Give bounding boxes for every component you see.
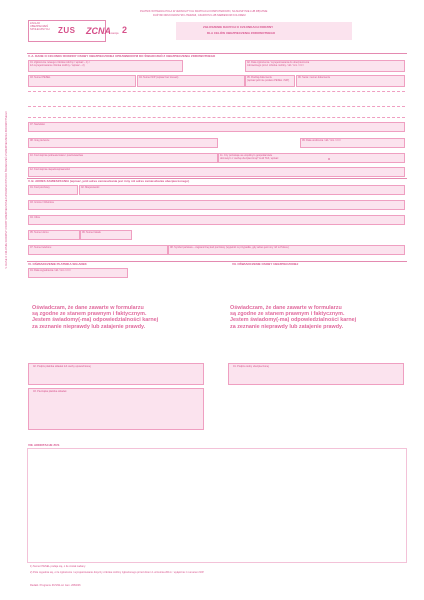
field-5b-06-label: 06. Numer lokalu: [82, 230, 101, 234]
field-5a-04-label: 04. Numer NIP (wpisać bez kresek): [139, 75, 179, 79]
field-5b-04-label: 04. Ulica: [30, 215, 40, 219]
payer-declaration-line-4: za zeznanie nieprawdy lub zatajenie prawdy.: [32, 323, 146, 330]
field-5a-08-label: 08. Imię pierwsze: [30, 138, 50, 142]
footnote-1: 1) Numer PESEL podaje się, o ile został nadany.: [30, 565, 86, 568]
insured-declaration-line-3: Jestem świadomy(-ma) odpowiedzialności karnej: [230, 317, 357, 324]
field-5a-12-label: 12. Kod stopnia niepełnosprawności: [30, 167, 71, 171]
field-5b-08-label: 08. Symbol państwa – zagranicznej kod pocztowy (wypełnić w przypadku, gdy adres jest inny niż w Polsce): [170, 245, 289, 249]
field-5a-12[interactable]: [28, 167, 405, 177]
field-5a-01-label-b: lub wyrejestrowanie członka rodziny / wpisać – 2): [30, 64, 85, 67]
field-5b-05-label: 05. Numer domu: [30, 230, 49, 234]
version-label: wersja: [111, 32, 119, 35]
payer-declaration: [32, 305, 158, 330]
field-5a-11[interactable]: [218, 153, 405, 163]
zus-logo: ZUS: [58, 26, 76, 35]
field-5a-04[interactable]: [137, 75, 245, 87]
form-title-2: DLA CELÓW UBEZPIECZENIA ZDROWOTNEGO: [207, 31, 276, 35]
field-5a-07-label: 07. Nazwisko: [30, 122, 45, 126]
section-5a-title: V. A. DANE O CZŁONKU RODZINY OSOBY UBEZPIECZONEJ UPRAWNIONYM DO ŚWIADCZEŃ Z UBEZPIECZENIA ZDROWOTNEGO: [28, 54, 216, 58]
form-title-1: ZGŁOSZENIE DANYCH O CZŁONKACH RODZINY: [203, 25, 274, 29]
field-5a-10[interactable]: [28, 153, 218, 163]
tick-row: [28, 117, 405, 121]
tick-row: [28, 91, 405, 95]
insured-signature-box[interactable]: [228, 363, 404, 385]
field-5b-01-label: 01. Kod pocztowy: [30, 185, 50, 189]
insured-declaration-line-4: za zeznanie nieprawdy lub zatajenie prawdy.: [230, 323, 344, 330]
field-5a-11-x: X: [328, 157, 331, 161]
footer-print-info: Redakt. Programu ZUS/W-wl. zam. 2084/36: [30, 584, 81, 587]
insured-signature-label: 01. Podpis osoby ubezpieczonej: [233, 365, 269, 368]
side-section-label: V. DANE O CZŁONKU RODZINY OSOBY UBEZPIECZONEJ UPRAWNIONYM DO ŚWIADCZEŃ Z UBEZPIECZENIA ZDROWOTNEGO: [5, 111, 8, 269]
insured-declaration-line-2: są zgodne ze stanem prawnym i faktycznym.: [230, 311, 345, 318]
payer-declaration-line-3: Jestem świadomy(-ma) odpowiedzialności karnej: [32, 317, 159, 324]
field-5a-06[interactable]: [296, 75, 405, 87]
tick-row: [28, 106, 405, 110]
field-5a-02-label-b: zdrowotnego przez członka rodziny / dd / mm / rrrr /: [247, 64, 304, 67]
field-5a-03[interactable]: [28, 75, 136, 87]
field-5b-04[interactable]: [28, 215, 405, 225]
field-5a-05-label: 05. Rodzaj dokumentu: [247, 75, 273, 79]
field-5a-09-label: 09. Data urodzenia / dd / mm / rrrr /: [302, 138, 342, 142]
payer-signature-label: 02. Podpis płatnika składek lub osoby upoważnionej: [33, 365, 91, 368]
field-5b-02[interactable]: [79, 185, 405, 195]
field-5a-02-label: 02. Data zgłoszenia / wyrejestrowania do ubezpieczenia: [247, 60, 310, 64]
field-5b-01[interactable]: [28, 185, 78, 195]
section-6-title: VI. OŚWIADCZENIE PŁATNIKA SKŁADEK: [28, 262, 87, 266]
insured-declaration-line-1: Oświadczam, że dane zawarte w formularzu: [230, 305, 342, 311]
payer-stamp-label: 03. Pieczątka płatnika składek: [33, 390, 67, 393]
field-6-01[interactable]: [28, 268, 128, 278]
field-5b-03[interactable]: [28, 200, 405, 210]
field-5b-05[interactable]: [28, 230, 80, 240]
field-5a-03-label: 03. Numer PESEL: [30, 75, 51, 79]
field-5b-08[interactable]: [168, 245, 405, 255]
zus-annotations-area: [27, 448, 407, 563]
field-5a-05[interactable]: [245, 75, 295, 87]
field-5a-09[interactable]: [300, 138, 405, 148]
field-5b-06[interactable]: [80, 230, 132, 240]
payer-stamp-box[interactable]: [28, 388, 204, 430]
field-5b-02-label: 02. Miejscowość: [81, 185, 100, 189]
field-5a-02[interactable]: [245, 60, 405, 72]
payer-signature-box[interactable]: [28, 363, 204, 385]
field-5b-07-label: 07. Numer telefonu: [30, 245, 52, 249]
field-5a-01[interactable]: [28, 60, 183, 72]
form-code: ZCNA: [86, 26, 111, 36]
field-5a-06-label: 06. Seria i numer dokumentu: [298, 75, 331, 79]
footnote-2: 2) Pole wypełnia się, o ile zgłoszenie / wyrejestrowanie dotyczy członka rodziny zgłoszonego przed dniem 1 września 2011 r. wyłącznie z numerem NIP.: [30, 571, 205, 574]
header-note-2: DUŻYMI DRUKOWANYMI LITERAMI, CZARNYM LUB NIEBIESKIM KOLOREM: [153, 14, 246, 17]
field-5a-08[interactable]: [28, 138, 218, 148]
field-5b-03-label: 03. Gmina / Dzielnica: [30, 200, 54, 204]
payer-declaration-line-2: są zgodne ze stanem prawnym i faktycznym.: [32, 311, 147, 318]
field-5b-07[interactable]: [28, 245, 168, 255]
section-8-title: VIII. ADNOTACJE ZUS: [28, 443, 60, 447]
field-5a-10-label: 10. Kod stopnia pokrewieństwa / powinowactwa: [30, 153, 83, 157]
field-5a-11-label: 11. Czy pozostaje we wspólnym gospodarstwie: [220, 153, 273, 157]
zus-box-label: ZAKŁAD UBEZPIECZEŃ SPOŁECZNYCH: [30, 22, 50, 31]
field-6-01-label: 01. Data wypełnienia / dd / mm / rrrr /: [30, 268, 72, 272]
section-5b-title: V. B. ADRES ZAMIESZKANIA (wpisać, jeśli adres zamieszkania jest inny niż adres zamieszkania ubezpieczonego): [28, 179, 190, 183]
section-7-title: VII. OŚWIADCZENIE OSOBY UBEZPIECZONEJ: [232, 262, 299, 266]
field-5a-11-label-b: domowym z osobą ubezpieczoną? Jeśli TAK, wpisać: [220, 157, 279, 160]
payer-declaration-line-1: Oświadczam, że dane zawarte w formularzu: [32, 305, 144, 311]
version-number: 2: [122, 25, 128, 35]
field-5a-05-label-b: (wpisać jeśli nie podano PESEL i NIP): [247, 79, 290, 82]
insured-declaration: [230, 305, 356, 330]
field-5a-07[interactable]: [28, 122, 405, 132]
field-5a-01-label: 01. Zgłoszenie nowego członka rodziny / wpisać – 1) /: [30, 60, 90, 64]
header-note-1: PŁATNIK WYPEŁNIA POLA W JEDNOLITYCH KRATKACH KOMPUTEROWO, NA MASZYNIE LUB RĘCZNIE: [140, 10, 268, 13]
